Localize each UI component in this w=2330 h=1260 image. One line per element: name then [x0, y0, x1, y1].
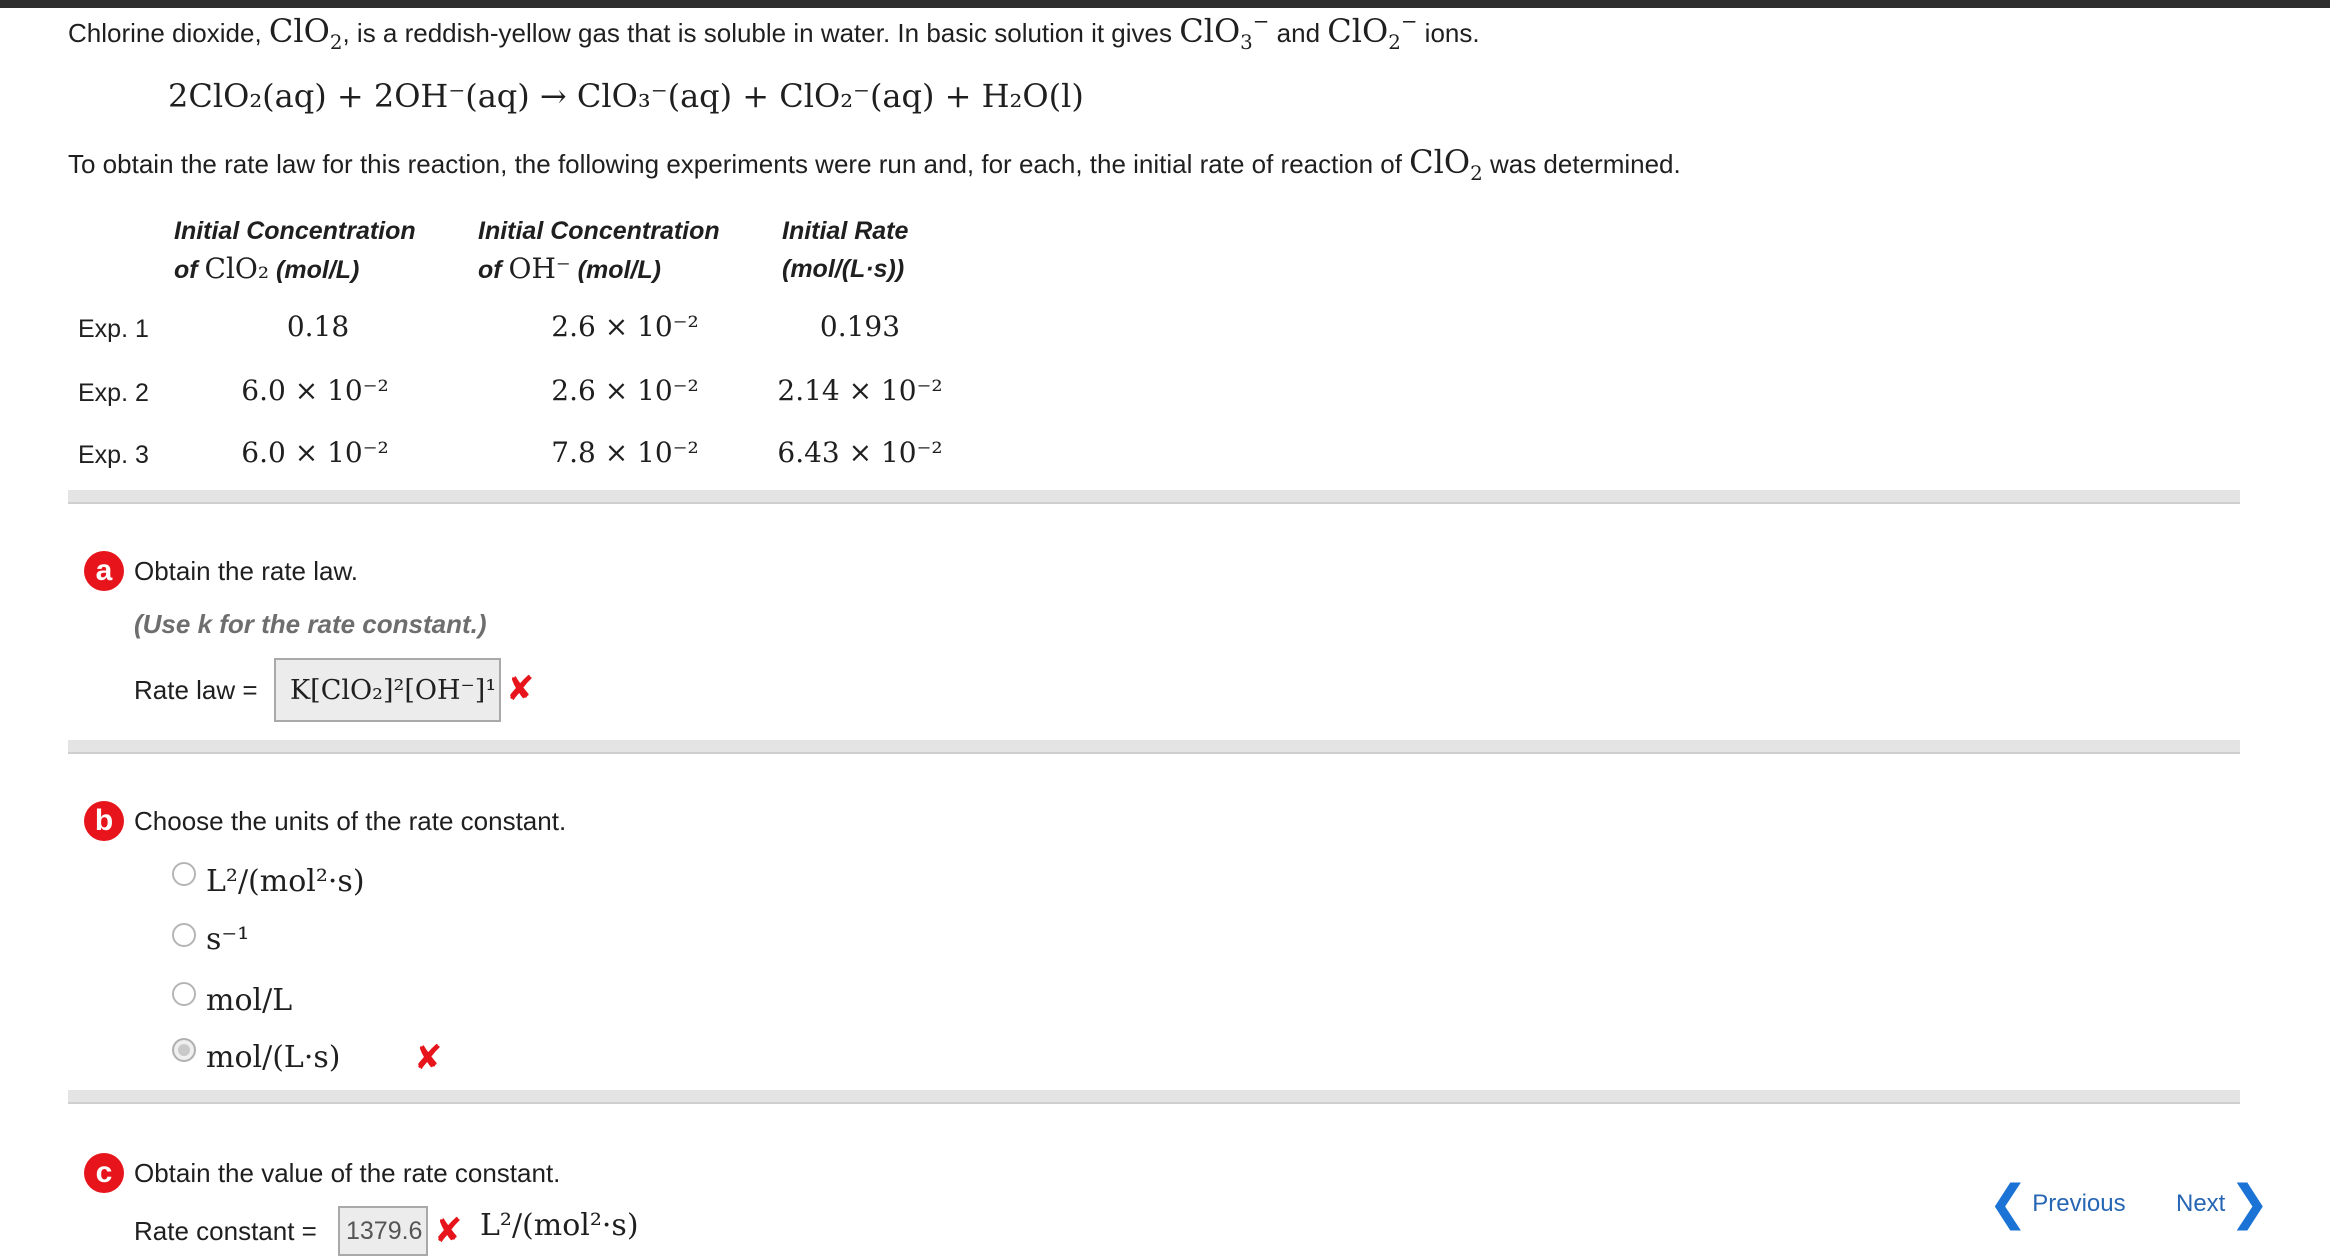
header-clo2-concentration: Initial Concentration of ClO₂ (mol/L): [174, 217, 416, 285]
table-cell: 7.8 × 10⁻²: [551, 436, 699, 469]
section-divider: [68, 490, 2240, 504]
rate-law-label: Rate law =: [134, 675, 258, 705]
radio-option-1[interactable]: [172, 862, 196, 886]
chem-clo2: ClO$_2$: [268, 12, 343, 54]
chem-clo3-ion: ClO$_3$−: [1179, 10, 1270, 54]
rate-constant-input[interactable]: 1379.6: [338, 1206, 428, 1256]
table-cell: 2.6 × 10⁻²: [551, 374, 699, 407]
radio-option-2[interactable]: [172, 923, 196, 947]
part-c-prompt: Obtain the value of the rate constant.: [134, 1158, 561, 1188]
chevron-left-icon: ❮: [1988, 1177, 2029, 1230]
option-label[interactable]: mol/(L·s): [206, 1040, 341, 1075]
section-divider: [68, 740, 2240, 754]
chem-clo2-ion: ClO$_2$−: [1327, 10, 1418, 54]
table-cell: 0.193: [819, 310, 901, 343]
table-cell: 0.18: [286, 310, 350, 343]
table-row-label: Exp. 1: [78, 315, 149, 343]
scrollbar[interactable]: [2310, 60, 2330, 1060]
option-label[interactable]: mol/L: [206, 983, 293, 1018]
table-cell: 6.0 × 10⁻²: [241, 436, 389, 469]
intro-text: , is a reddish-yellow gas that is soluble in water. In basic solution it gives: [342, 18, 1180, 48]
incorrect-icon: ✘: [414, 1039, 443, 1077]
table-row-label: Exp. 3: [78, 441, 149, 469]
table-cell: 6.0 × 10⁻²: [241, 374, 389, 407]
table-cell: 2.6 × 10⁻²: [551, 310, 699, 343]
radio-option-4-selected[interactable]: [172, 1038, 196, 1062]
part-a-badge: a: [84, 551, 124, 591]
chevron-right-icon: ❯: [2229, 1177, 2270, 1230]
part-a-hint: (Use k for the rate constant.): [134, 609, 487, 639]
part-b-prompt: Choose the units of the rate constant.: [134, 806, 567, 836]
table-cell: 2.14 × 10⁻²: [777, 374, 943, 407]
previous-button[interactable]: ❮ Previous: [1988, 1177, 2126, 1230]
table-cell: 6.43 × 10⁻²: [777, 436, 943, 469]
chem-clo2: ClO$_2$: [1409, 143, 1483, 185]
part-a-prompt: Obtain the rate law.: [134, 556, 359, 586]
intro-text: Chlorine dioxide,: [68, 18, 269, 48]
section-divider: [68, 1090, 2240, 1104]
reaction-equation: 2ClO₂(aq) + 2OH⁻(aq) → ClO₃⁻(aq) + ClO₂⁻(aq) + H₂O(l): [168, 77, 1084, 115]
option-label[interactable]: L²/(mol²·s): [206, 864, 365, 899]
option-label[interactable]: s⁻¹: [206, 922, 250, 957]
rate-constant-unit: L²/(mol²·s): [480, 1208, 639, 1243]
instructions: To obtain the rate law for this reaction, the following experiments were run and, for each, the initial rate of reaction of ClO$_2$ was determined.: [68, 143, 1681, 185]
incorrect-icon: ✘: [506, 670, 535, 708]
rate-law-answer[interactable]: K[ClO₂]²[OH⁻]¹: [274, 658, 501, 722]
top-bar: [0, 0, 2330, 8]
radio-option-3[interactable]: [172, 982, 196, 1006]
next-button[interactable]: Next ❯: [2176, 1177, 2270, 1230]
part-c-badge: c: [84, 1153, 124, 1193]
header-oh-concentration: Initial Concentration of OH⁻ (mol/L): [478, 217, 720, 285]
header-initial-rate: Initial Rate (mol/(L·s)): [782, 217, 909, 283]
rate-constant-label: Rate constant =: [134, 1216, 317, 1246]
part-b-badge: b: [84, 801, 124, 841]
table-row-label: Exp. 2: [78, 379, 149, 407]
incorrect-icon: ✘: [434, 1212, 463, 1250]
intro-paragraph: Chlorine dioxide, ClO$_2$, is a reddish-yellow gas that is soluble in water. In basic solution it gives ClO$_3$− and ClO$_2$− ions.: [68, 10, 1480, 54]
